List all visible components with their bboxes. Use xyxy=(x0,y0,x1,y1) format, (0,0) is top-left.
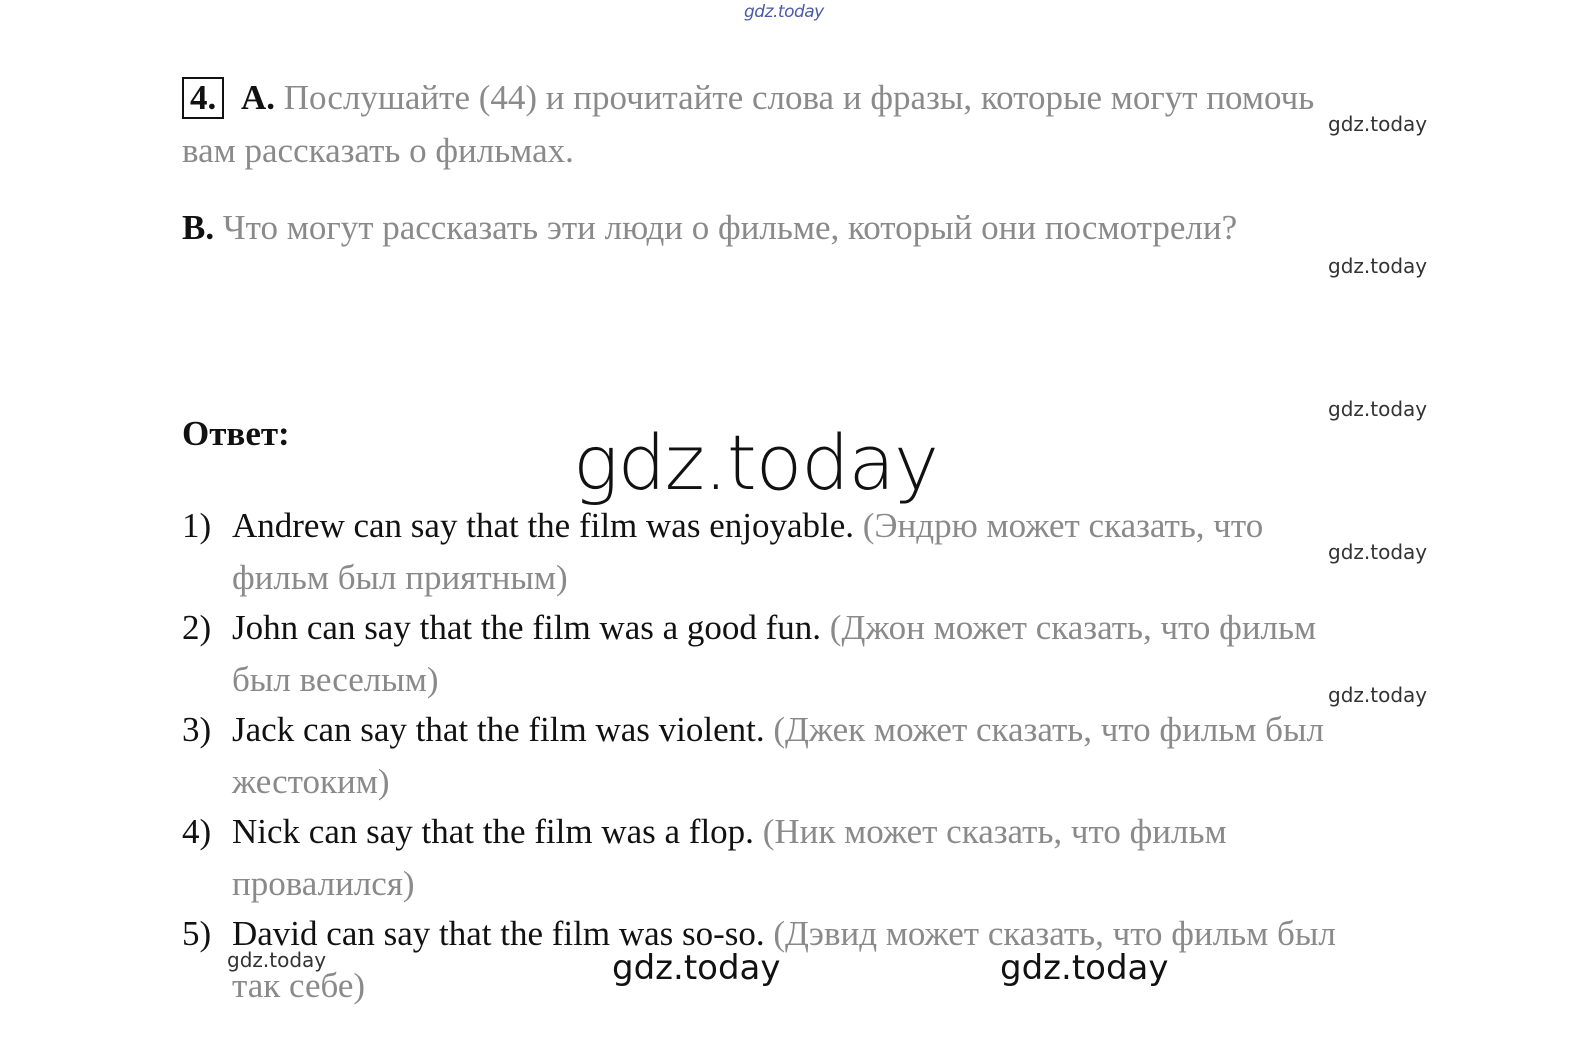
answer-item-russian-line1: (Джон может сказать, что фильм xyxy=(821,608,1317,647)
answer-item-english: Andrew can say that the film was enjoyable. xyxy=(232,506,855,545)
task-line-a1 xyxy=(182,72,1314,124)
answer-item-english: John can say that the film was a good fun. xyxy=(232,608,822,647)
watermark-small-4: gdz.today xyxy=(1328,540,1428,564)
answer-item-russian-line2: жестоким) xyxy=(232,762,390,801)
answer-item-number: 4) xyxy=(182,812,212,851)
answer-item-russian-line1: (Дэвид может сказать, что фильм был xyxy=(764,914,1336,953)
watermark-small-6: gdz.today xyxy=(227,948,327,972)
watermark-top: gdz.today xyxy=(744,2,824,22)
answer-item-number: 1) xyxy=(182,506,212,545)
watermark-big: gdz.today xyxy=(573,418,938,507)
answer-item-number: 2) xyxy=(182,608,212,647)
answer-item-number: 3) xyxy=(182,710,212,749)
answer-item-russian-line2: так себе) xyxy=(232,966,366,1005)
part-a-label: A. xyxy=(241,78,276,117)
answer-item-russian-line2: был веселым) xyxy=(232,660,439,699)
part-a-text-line2: вам рассказать о фильмах. xyxy=(182,131,574,170)
answer-item-russian-line1: (Джек может сказать, что фильм был xyxy=(764,710,1324,749)
answer-item-russian-line1: (Эндрю может сказать, что xyxy=(854,506,1264,545)
answer-item-english: David can say that the film was so-so. xyxy=(232,914,765,953)
watermark-mid-1: gdz.today xyxy=(612,948,781,988)
task-line-b xyxy=(182,202,1237,254)
task-number-box: 4. xyxy=(182,77,224,119)
part-b-label: B. xyxy=(182,208,215,247)
answer-item-russian-line1: (Ник может сказать, что фильм xyxy=(753,812,1227,851)
part-a-text-line1: Послушайте (44) и прочитайте слова и фразы, которые могут помочь xyxy=(283,78,1315,117)
answer-item-russian-line2: фильм был приятным) xyxy=(232,558,568,597)
watermark-small-3: gdz.today xyxy=(1328,397,1428,421)
part-b-text: Что могут рассказать эти люди о фильме, который они посмотрели? xyxy=(222,208,1238,247)
watermark-small-1: gdz.today xyxy=(1328,112,1428,136)
answer-item-russian-line2: провалился) xyxy=(232,864,415,903)
answer-item-number: 5) xyxy=(182,914,212,953)
answer-item-english: Nick can say that the film was a flop. xyxy=(232,812,754,851)
watermark-small-5: gdz.today xyxy=(1328,683,1428,707)
watermark-small-2: gdz.today xyxy=(1328,254,1428,278)
answer-item-english: Jack can say that the film was violent. xyxy=(232,710,765,749)
answer-title: Ответ: xyxy=(182,414,290,453)
watermark-mid-2: gdz.today xyxy=(1000,948,1169,988)
